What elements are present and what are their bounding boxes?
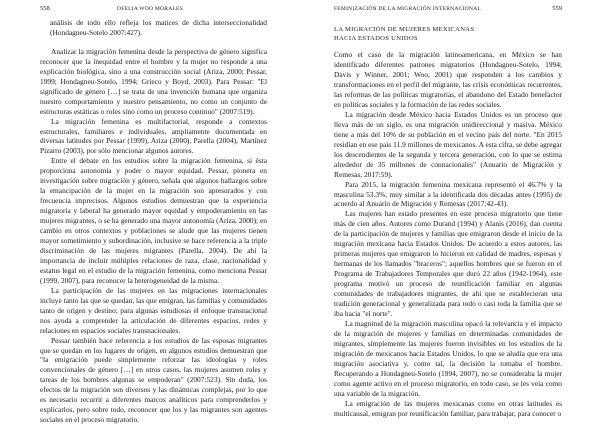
paragraph: Como el caso de la migración latinoamericana, en México se han identificado diferentes patrones migratorios (Hondagneu-Sotelo, 1994; Davis y Winner, 2001; Woo, 2001) que responden a los cambios y transformaciones en el perfil del migrante, las crisis económicas recurrentes, las reformas de las políticas migratorias, el abandono del Estado benefactor en políticas sociales y la formación de las redes sociales. bbox=[334, 50, 562, 109]
right-page-body bbox=[334, 18, 562, 418]
section-title bbox=[334, 26, 562, 43]
paragraph: Pessar también hace referencia a los estudios de las esposas migrantes que se quedan en los lugares de origen, en algunos estudios demuestran que "la emigración puede simplemente reforzar las ideologías y roles convencionales de género […] en otros casos, las mujeres asumen roles y tareas de los hombres algunas se empoderan" (2007:523). Sin duda, los efectos de la migración son diversos y las dinámicas complejas, por lo que es necesario recurrir a diferentes marcos analíticos para comprenderlos y explicarlos, pero sobre todo, reconocer que los y las migrantes son agentes sociales en el proceso migratorio. bbox=[40, 335, 267, 425]
paragraph: Las mujeres han estado presentes en este proceso migratorio que tiene más de cien años. Autores como Durand (1994) y Alanís (2016), dan cuenta de la participación de mujeres y familias que emigraron desde el inicio de la migración mexicana hacia Estados Unidos. De acuerdo a estos autores, las primeras mujeres que emigraron lo hicieron en calidad de madres, esposas y hermanas de los llamados "braceros"; aquellos hombres que se fueron en el Programa de Trabajadores Temporales que duró 22 años (1942-1964), este programa motivó un proceso de reunificación familiar en algunas comunidades de trabajadores migrantes, de ahí que se establecieran una tradición generacional y generalizada para todo o casi toda la familia que se iba hacia "el norte". bbox=[334, 209, 562, 318]
left-page-body bbox=[40, 18, 267, 425]
page-number: 559 bbox=[552, 5, 562, 12]
section-title-line: HACIA ESTADOS UNIDOS bbox=[334, 34, 418, 42]
running-head: FEMINIZACIÓN DE LA MIGRACIÓN INTERNACIONAL bbox=[334, 6, 481, 12]
paragraph: La migración femenina es multifactorial, responde a contextos estructurales, familiares e individuales, ampliamente documentada en diversas latitudes por Pessar (1999), Ariza (2000), Parella (2004), Martínez Pizarro (2003), por sólo mencionar algunos autores. bbox=[40, 116, 267, 156]
running-head: OFELIA WOO MORALES bbox=[117, 6, 183, 12]
right-page bbox=[300, 0, 600, 431]
paragraph: Analizar la migración femenina desde la perspectiva de género significa reconocer que la inequidad entre el hombre y la mujer no responde a una explicación biológica, sino a una construcción social (Ariza, 2000; Pessar, 1999; Hondagneu-Sotelo, 1994; Grieco y Boyd, 2003). Para Pessar: "El significado de género […] se trata de una invención humana que organiza nuestro comportamiento y nuestro pensamiento, no como un conjunto de estructuras estáticas o roles sino como un proceso continuo" (2007:519). bbox=[40, 46, 267, 116]
paragraph: Para 2015, la migración femenina mexicana representó el 46.7% y la masculina 53.3%, muy similar a la identificada dos décadas antes (1995) de acuerdo al Anuario de Migración y Remesas (2017:42-43). bbox=[334, 179, 562, 209]
paragraph: La migración desde México hacia Estados Unidos es un proceso que lleva más de un siglo, es una migración unidireccional y masiva. México tiene a más del 10% de su población en el vecino país del norte. "En 2015 residían en ese país 11.9 millones de mexicanos. A esta cifra, se debe agregar los descendientes de la segunda y tercera generación, con lo que se estima alrededor de 35 millones de connacionales" (Anuario de Migración y Remesas, 2017:59). bbox=[334, 109, 562, 179]
page-number: 558 bbox=[40, 5, 50, 12]
quote-continuation: análisis de todo ello refleja los matices de dicha interseccionalidad (Hondagneu-Sotelo 2007:427). bbox=[50, 18, 267, 37]
paragraph: La magnitud de la migración masculina opacó la relevancia y el impacto de la migración de mujeres y familias en determinadas comunidades de migrantes, simplemente las mujeres fueron invisibles en los estudios de la migración de mexicanos hacia Estados Unidos, lo que se aludía que era una migración asociativa y, como tal, la decisión la tomaba el hombre. Recuperando a Hondagneu-Sotelo (1994, 2007), no se consideraba la mujer como agente activo en el proceso migratorio, en todo caso, se les veía como una variable de la migración. bbox=[334, 318, 562, 398]
section-title-line: LA MIGRACIÓN DE MUJERES MEXICANAS bbox=[334, 26, 475, 33]
paragraph: Entre el debate en los estudios sobre la migración femenina, si ésta proporciona autonomía y poder o mayor equidad. Pessar, pionera en investigación sobre migración y género, señala que algunos hallazgos sobre la emancipación de la mujer en la migración son apresurados y con frecuencia imprecisos. Algunos estudios demuestran que la experiencia migratoria y laboral ha generado mayor equidad y empoderamiento en las mujeres migrantes, o se ha generado una mayor autonomía (Ariza, 2000); en cambio en otros contextos y poblaciones se alude que las mujeres tienen mayor sometimiento y subordinación, inclusive se hace referencia a la triple discriminación de las mujeres migrantes (Parella, 2004). De ahí la importancia de incluir múltiples relaciones de raza, clase, nacionalidad y estatus legal en el estudio de la migración femenina, como menciona Pessar (1999, 2007), para reconocer la heterogeneidad de la misma. bbox=[40, 156, 267, 285]
paragraph: La participación de las mujeres en las migraciones internacionales incluye tanto las que se quedan, las que emigran, las familias y comunidades tanto de origen y destino; para algunas estudiosas el enfoque transnacional nos ayuda a comprender la articulación de diferentes espacios, redes y relaciones en espacios sociales transnacionales. bbox=[40, 285, 267, 335]
paragraph: La emigración de las mujeres mexicanas como en otras latitudes es multicausal, emigran por reunificación familiar, para trabajar, para conocer o bbox=[334, 398, 562, 418]
